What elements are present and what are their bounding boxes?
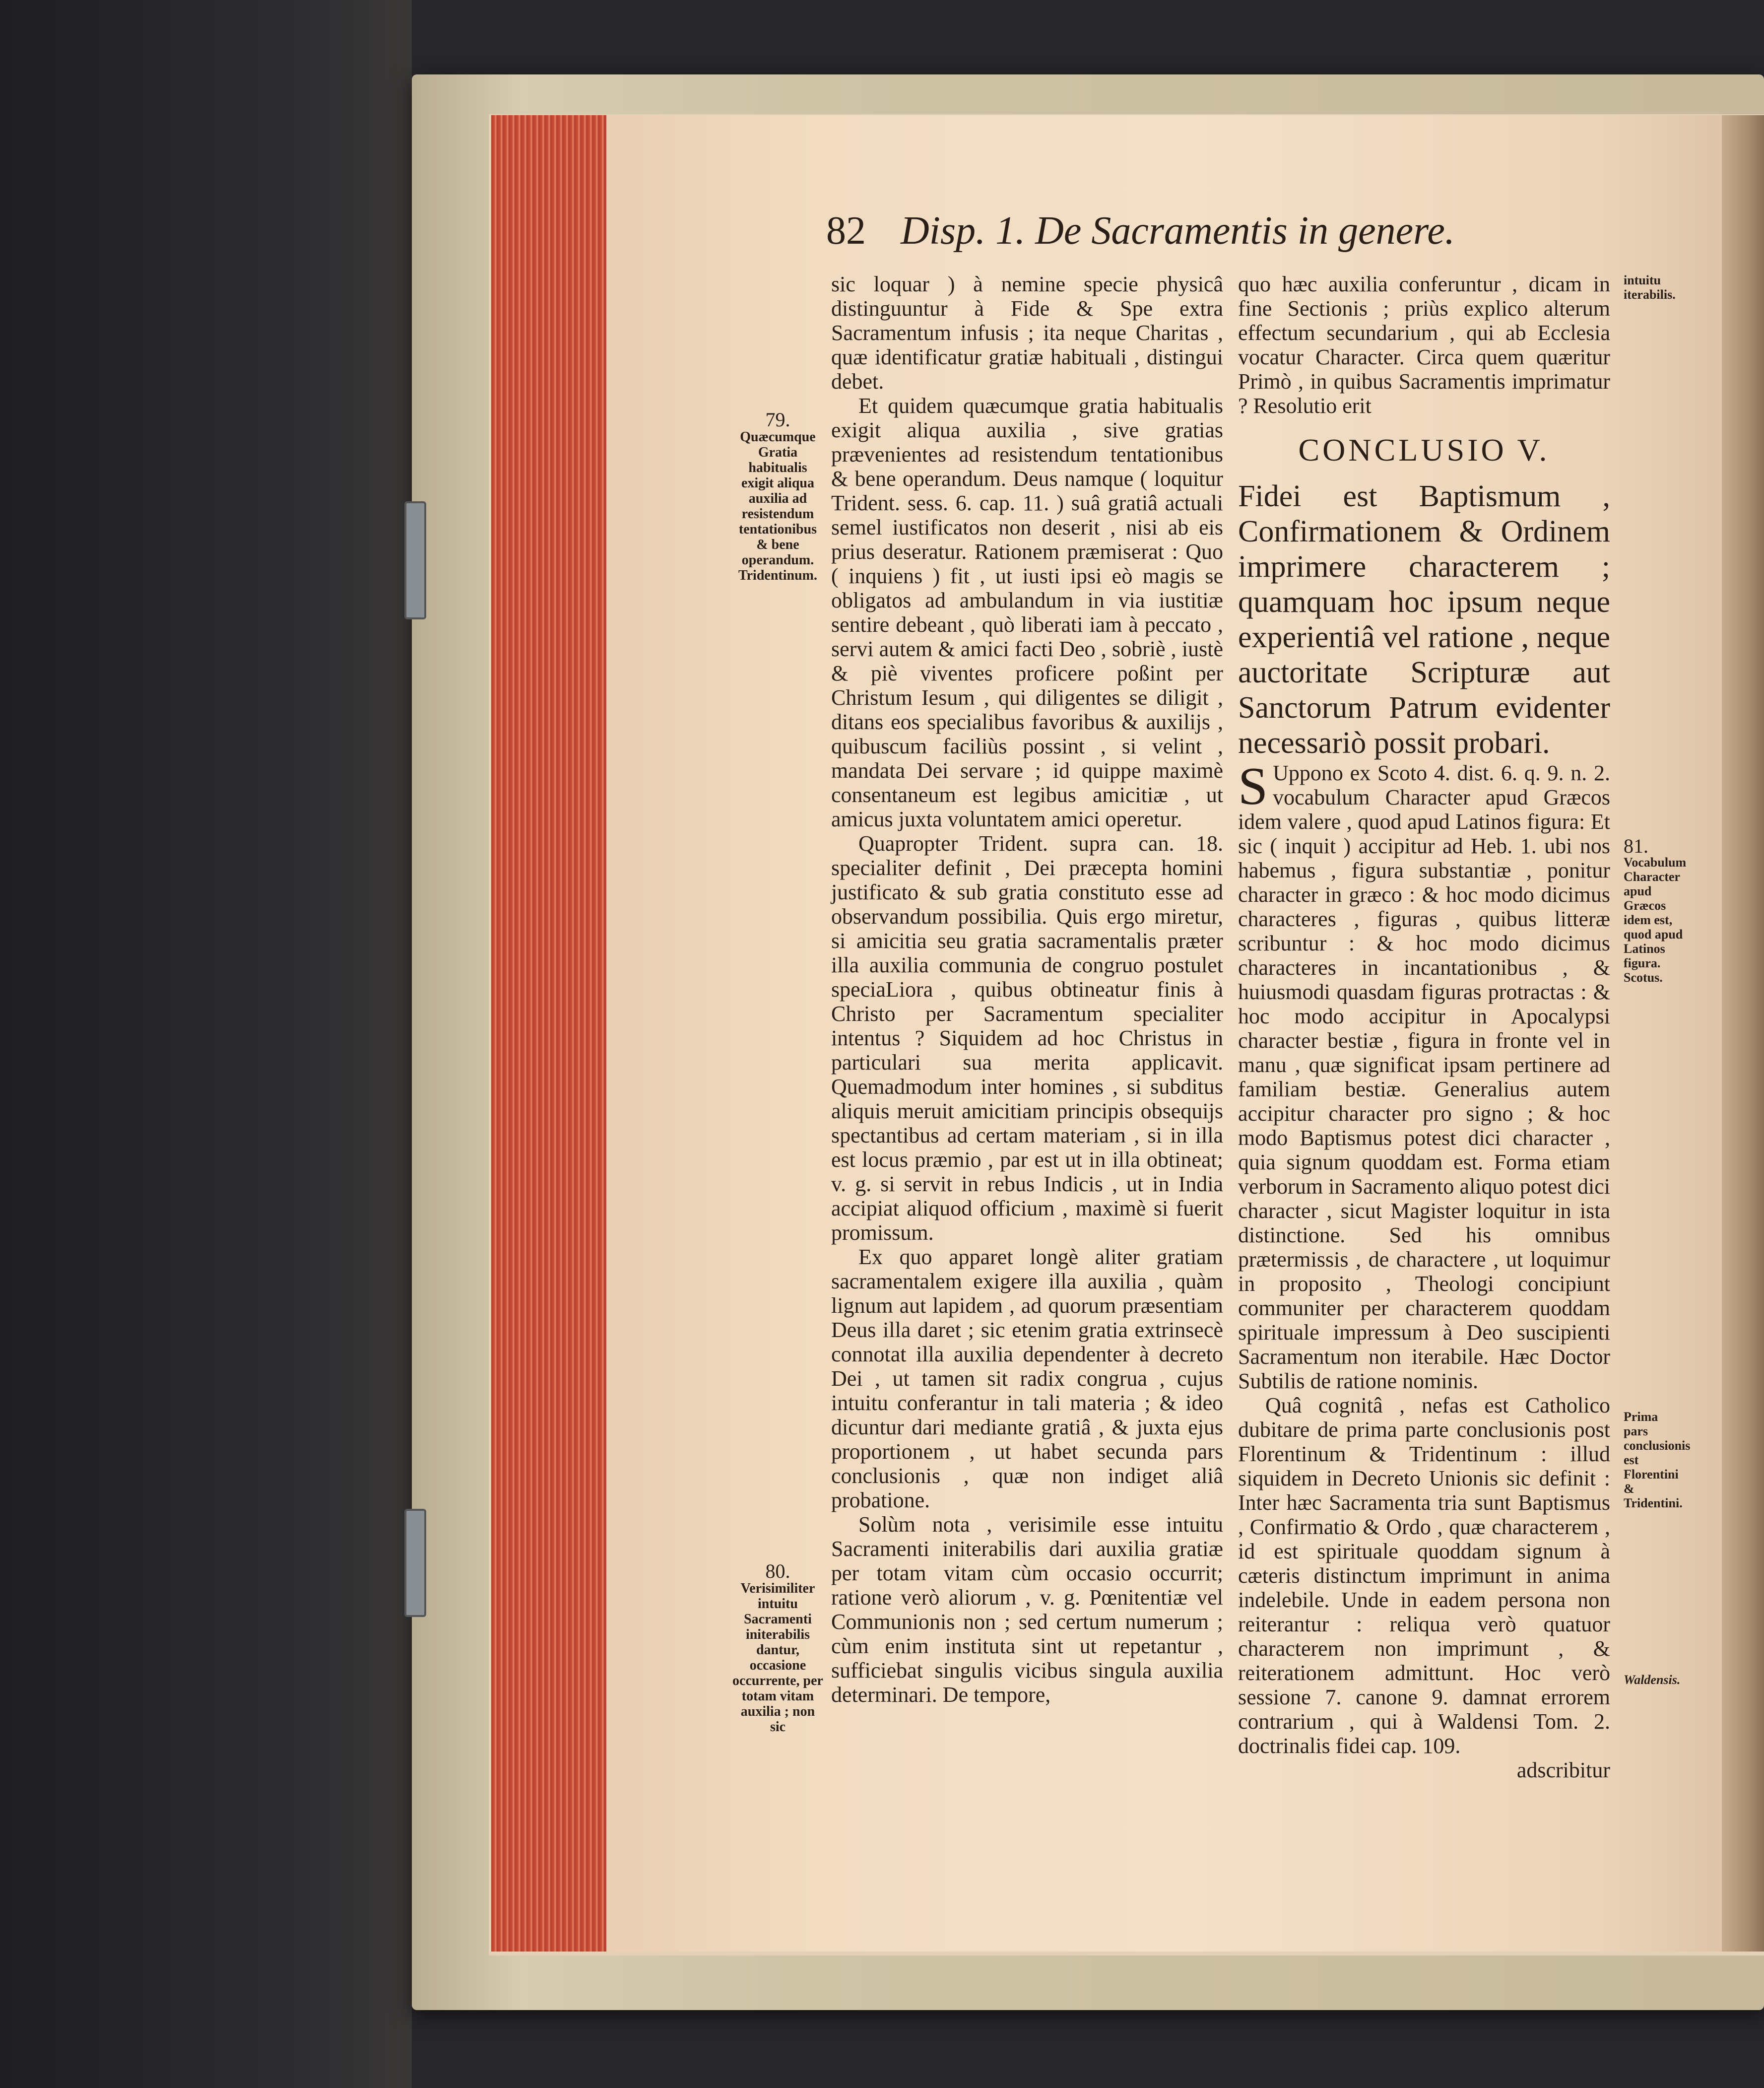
margin-note-80 <box>732 1560 824 1735</box>
margin-note-number: 80. <box>765 1560 790 1582</box>
paragraph: Quapropter Trident. supra can. 18. specialiter definit , Dei præcepta homini justificato & sub gratia constituto esse ad observandum possibilia. Quis ergo miretur, si amicitia seu gratia sacramentalis præter illa auxilia communia de congruo postulet speciaLiora , quibus obtineatur finis à Christo per Sacramentum specialiter intentus ? Siquidem ad hoc Christus in particulari sua merita applicavit. Quemadmodum inter homines , si subditus aliquis meruit amicitiam principis obsequijs spectantibus ad certam materiam , si in illa est locus præmio , par est ut in illa obtineat; v. g. si servit in rebus Indicis , ut in India accipiat aliquod officium , maximè si fuerit promissum. <box>831 831 1223 1245</box>
margin-note-text: Vocabulum Character apud Græcos idem est, quod apud Latinos figura. Scotus. <box>1624 855 1687 985</box>
background-left <box>0 0 412 2088</box>
running-title: Disp. 1. De Sacramentis in genere. <box>901 209 1455 253</box>
margin-note-79 <box>732 408 824 583</box>
margin-note-prima-pars <box>1624 1410 1691 1510</box>
right-column <box>1238 272 1610 1782</box>
margin-note-intuitu <box>1624 273 1681 302</box>
paragraph-text: Uppono ex Scoto 4. dist. 6. q. 9. n. 2. vocabulum Character apud Græcos idem valere , quod apud Latinos figura: Et sic ( inquit ) accipitur ad Heb. 1. ubi nos habemus , figura substantiæ , ponitur character in græco : & hoc modo dicimus characteres , figuras , quibus litteræ scribuntur : & hoc modo dicimus characteres in incantationibus , & huiusmodi quasdam figuras protractas : & hoc modo accipitur in Apocalypsi character bestiæ , figura in fronte vel in manu , quæ significat ipsam pertinere ad familiam bestiæ. Generalius autem accipitur character pro signo ; & hoc modo Baptismus potest dici character , quia signum quoddam est. Forma etiam verborum in Sacramento aliquo potest dici character , sicut Magister loquitur in ista distinctione. Sed his omnibus prætermissis , de charactere , ut loquimur in proposito , Theologi concipiunt communiter per characterem quoddam spirituale impressum à Deo suscipienti Sacramentum non iterabile. Hæc Doctor Subtilis de ratione nominis. <box>1238 761 1610 1393</box>
paragraph <box>1238 757 1610 1393</box>
paragraph: Quâ cognitâ , nefas est Catholico dubitare de prima parte conclusionis post Florentinum & Tridentinum : illud siquidem in Decreto Unionis sic definit : Inter hæc Sacramenta tria sunt Baptismus , Confirmatio & Ordo , quæ characterem , id est spirituale quoddam signum à cæteris distinctum imprimunt in anima indelebile. Unde in eadem persona non reiterantur : reliqua verò quatuor characterem non imprimunt , & reiterationem admittunt. Hoc verò sessione 7. canone 9. damnat errorem contrarium , qui à Waldensi Tom. 2. doctrinalis fidei cap. 109. <box>1238 1393 1610 1758</box>
conclusion-text: Fidei est Baptismum , Confirmationem & Ordinem imprimere characterem ; quamquam hoc ipsum neque experientiâ vel ratione , neque auctoritate Scripturæ aut Sanctorum Patrum evidenter necessariò possit probari. <box>1238 479 1610 760</box>
paragraph: quo hæc auxilia conferuntur , dicam in fine Sectionis ; priùs explico alterum effectum secundarium , qui ab Ecclesia vocatur Character. Circa quem quæritur Primò , in quibus Sacramentis imprimatur ? Resolutio erit <box>1238 272 1610 418</box>
page-number: 82 <box>826 209 866 253</box>
paragraph: Et quidem quæcumque gratia habitualis exigit aliqua auxilia , sive gratias prævenientes ad resistendum tentationibus & bene operandum. Deus namque ( loquitur Trident. sess. 6. cap. 11. ) suâ gratiâ actuali semel iustificatos non deserit , nisi ab eis prius deseratur. Rationem præmiserat : Quo ( inquiens ) fit , ut iusti ipsi eò magis se obligatos ad ambulandum in via iustitiæ sentire debeant , quò liberati iam à peccato , servi autem & amici facti Deo , sobriè , iustè & piè viventes proficere poßint per Christum Iesum , qui diligentes se diligit , ditans eos specialibus favoribus & auxilijs , quibuscum faciliùs possint , si velint , mandata Dei servare ; id quippe maximè consentaneum est legibus amicitiæ , ut amicus juxta voluntatem amici operetur. <box>831 394 1223 831</box>
paragraph: Solùm nota , verisimile esse intuitu Sacramenti initerabilis dari auxilia gratiæ per totam vitam cùm occasio occurrit; ratione verò aliorum , v. g. Pœnitentiæ vel Communionis non ; sed certum numerum ; cùm enim instituta sint ut repetantur , sufficiebat singulis vicibus singula auxilia determinari. De tempore, <box>831 1512 1223 1707</box>
margin-note-text: Verisimiliter intuitu Sacramenti initerabilis dantur, occasione occurrente, per totam vitam auxilia ; non sic <box>732 1581 823 1735</box>
margin-note-number: 79. <box>765 408 790 431</box>
page-edges-red <box>491 115 613 1952</box>
drop-cap: S <box>1238 757 1268 816</box>
running-header <box>826 208 1455 254</box>
margin-note-waldensis <box>1624 1673 1683 1687</box>
margin-note-number: 81. <box>1624 835 1648 857</box>
clasp-lower <box>404 1509 426 1617</box>
margin-note-text: Quæcumque Gratia habitualis exigit aliqua auxilia ad resistendum tentationibus & bene operandum. Tridentinum. <box>738 429 817 583</box>
next-page-edge <box>1722 115 1764 1952</box>
conclusion-heading: CONCLUSIO V. <box>1298 432 1550 468</box>
margin-note-text: Prima pars conclusionis est Florentini & Tridentini. <box>1624 1410 1691 1510</box>
catchword: adscribitur <box>1516 1758 1610 1782</box>
paragraph: sic loquar ) à nemine specie physicâ distinguuntur à Fide & Spe extra Sacramentum infusis ; ita neque Charitas , quæ identificatur gratiæ habituali , distingui debet. <box>831 272 1223 394</box>
left-column <box>831 272 1223 1707</box>
paragraph: Ex quo apparet longè aliter gratiam sacramentalem exigere illa auxilia , quàm lignum aut lapidem , ad quorum præsentiam Deus illa daret ; sic etenim gratia extrinsecè connotat illa auxilia dependenter à decreto Dei , ut tamen sit radix congrua , cujus intuitu conferantur in tali materia ; & ideo dicuntur dari mediante gratiâ , & juxta ejus proportionem , ut habet secunda pars conclusionis , quæ non indiget aliâ probatione. <box>831 1245 1223 1512</box>
clasp-upper <box>404 501 426 619</box>
margin-note-text: Waldensis. <box>1624 1673 1681 1687</box>
margin-note-81 <box>1624 835 1687 985</box>
margin-note-text: intuitu iterabilis. <box>1624 273 1676 302</box>
